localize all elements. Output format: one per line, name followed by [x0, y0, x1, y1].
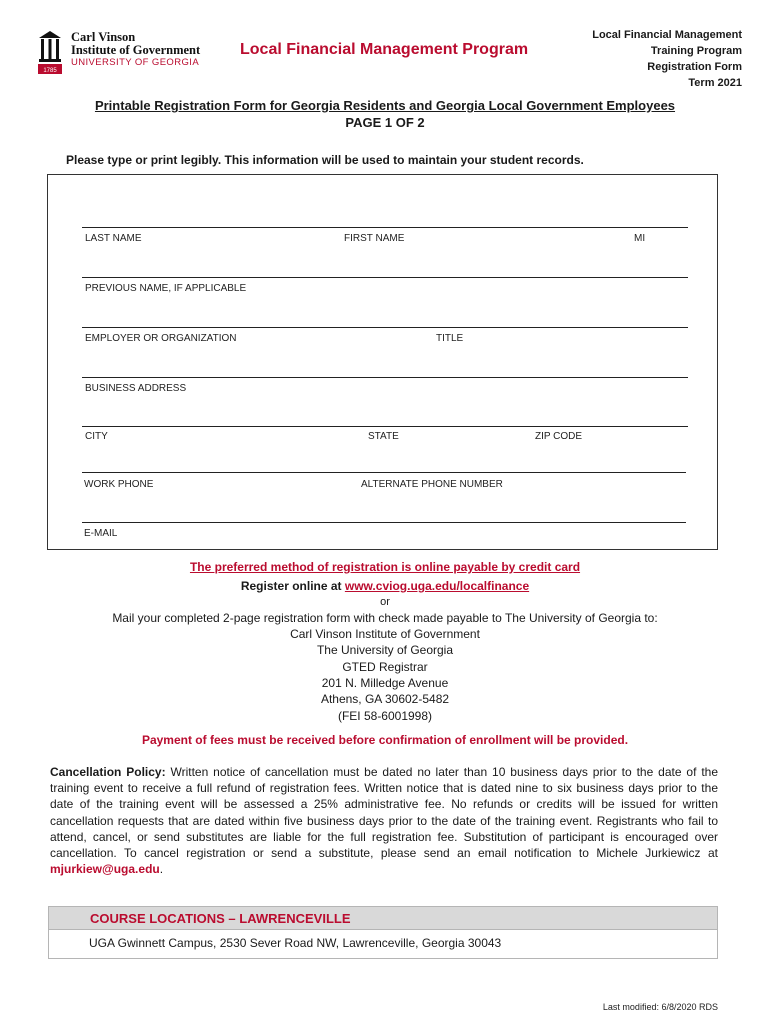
mail-address-line: 201 N. Milledge Avenue: [321, 676, 449, 690]
email-field[interactable]: [82, 522, 686, 523]
header-right-line: Registration Form: [647, 61, 742, 73]
header-right-line: Training Program: [650, 45, 742, 57]
course-location-address: UGA Gwinnett Campus, 2530 Sever Road NW, Lawrenceville, Georgia 30043: [89, 936, 502, 950]
course-locations-title: COURSE LOCATIONS – LAWRENCEVILLE: [90, 911, 351, 926]
course-location-row: [48, 929, 718, 959]
mail-address-line: Athens, GA 30602-5482: [320, 692, 450, 706]
cviog-logo: [38, 30, 208, 76]
city-label: CITY: [85, 431, 108, 442]
header-right-line: Local Financial Management: [592, 29, 742, 41]
preferred-method-note: The preferred method of registration is online payable by credit card: [189, 560, 581, 574]
logo-line-3: UNIVERSITY OF GEORGIA: [71, 57, 200, 68]
form-instruction: Please type or print legibly. This information will be used to maintain your student records.: [66, 153, 584, 167]
business-address-field[interactable]: [82, 377, 688, 378]
alt-phone-label: ALTERNATE PHONE NUMBER: [361, 479, 503, 490]
mail-address-line: (FEI 58-6001998): [337, 709, 433, 723]
email-label: E-MAIL: [84, 528, 118, 539]
first-name-label: FIRST NAME: [344, 233, 405, 244]
mail-address-line: The University of Georgia: [316, 643, 454, 657]
previous-name-field[interactable]: [82, 277, 688, 278]
student-info-form: [47, 174, 718, 550]
header-right-line: Term 2021: [688, 77, 742, 89]
header-right-block: [592, 27, 742, 91]
last-name-label: LAST NAME: [85, 233, 142, 244]
page-indicator: PAGE 1 OF 2: [345, 115, 425, 130]
course-locations-header: [48, 906, 718, 930]
form-title: Printable Registration Form for Georgia Residents and Georgia Local Government Employees: [94, 98, 676, 113]
register-online-link[interactable]: www.cviog.uga.edu/localfinance: [344, 579, 530, 593]
logo-year: 1785: [43, 68, 57, 74]
mail-instruction: Mail your completed 2-page registration form with check made payable to The University of Georgia to:: [112, 611, 658, 625]
mail-address-line: GTED Registrar: [342, 660, 428, 674]
zip-label: ZIP CODE: [535, 431, 583, 442]
mi-label: MI: [634, 233, 646, 244]
work-phone-label: WORK PHONE: [84, 479, 154, 490]
business-address-label: BUSINESS ADDRESS: [85, 383, 187, 394]
last-modified: Last modified: 6/8/2020 RDS: [602, 1002, 718, 1012]
policy-email-link[interactable]: mjurkiew@uga.edu: [50, 862, 160, 877]
employer-label: EMPLOYER OR ORGANIZATION: [85, 333, 237, 344]
state-label: STATE: [368, 431, 399, 442]
register-online-prefix: Register online at: [240, 579, 345, 593]
logo-line-2: Institute of Government: [71, 43, 201, 57]
policy-label: Cancellation Policy:: [50, 765, 166, 779]
program-title: Local Financial Management Program: [240, 41, 529, 58]
policy-end: .: [159, 862, 164, 877]
policy-text: Written notice of cancellation must be dated no later than 10 business days prior to the date of the training event to receive a full refund of registration fees. Written notice that is dated nine to six business days prior to the date of the training event will be assessed a 25% administrative fee. No refunds or credits will be issued for written cancellation requests that are dated within five business days prior to the date of the training event. Registrants who fail to attend, cancel, or send substitutes are liable for the full registration fee. Substitution of participant is encouraged over cancellation. To cancel registration or send a substitute, please send an email notification to Michele Jurkiewicz at: [50, 765, 718, 861]
cancellation-policy: [50, 764, 718, 877]
last-name-field[interactable]: [82, 227, 688, 228]
uga-arch-icon: [38, 30, 62, 74]
previous-name-label: PREVIOUS NAME, IF APPLICABLE: [85, 283, 247, 294]
title-label: TITLE: [436, 333, 464, 344]
register-online-line: [0, 579, 770, 593]
city-state-zip-field[interactable]: [82, 426, 688, 427]
phone-field[interactable]: [82, 472, 686, 473]
mail-address-line: Carl Vinson Institute of Government: [290, 627, 480, 641]
payment-note: Payment of fees must be received before confirmation of enrollment will be provided.: [141, 733, 629, 747]
or-separator: or: [380, 596, 390, 608]
logo-line-1: Carl Vinson: [71, 30, 136, 44]
employer-field[interactable]: [82, 327, 688, 328]
